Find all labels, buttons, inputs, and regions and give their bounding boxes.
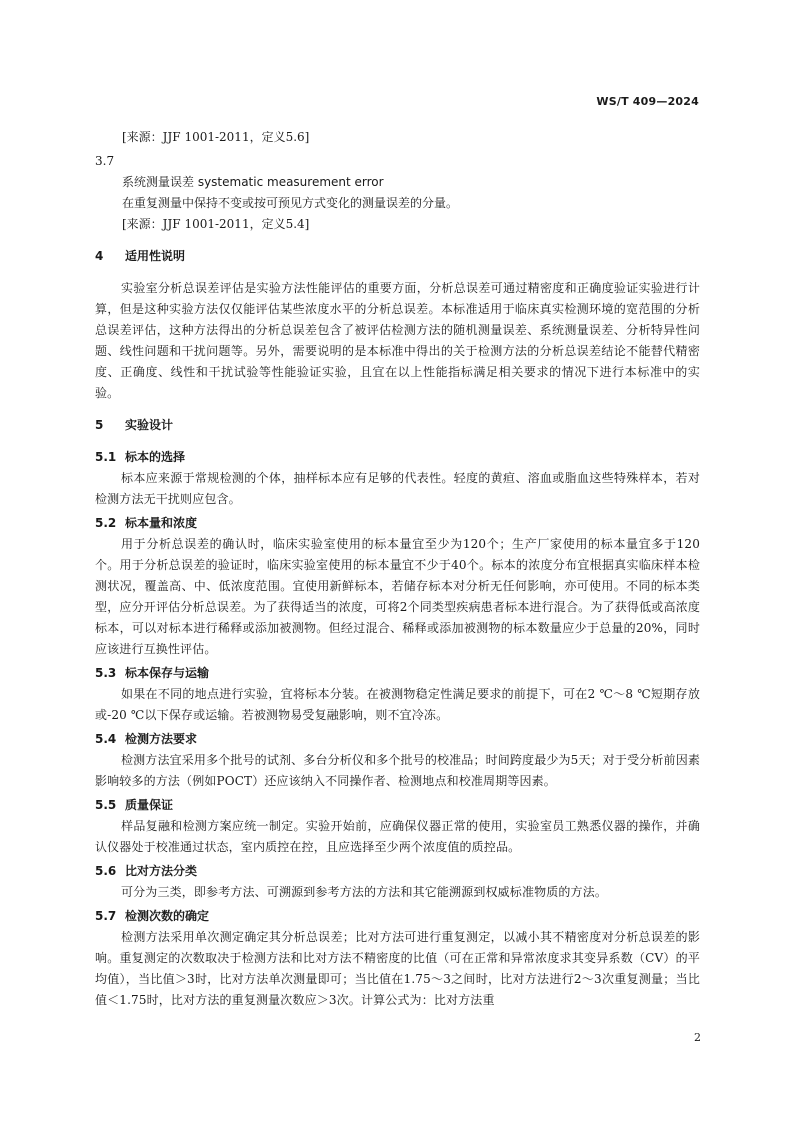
subsection-paragraph: 检测方法宜采用多个批号的试剂、多台分析仪和多个批号的校准品；时间跨度最少为5天；对于受分析前因素影响较多的方法（例如POCT）还应该纳入不同操作者、检测地点和校准周期等因素。 [95, 753, 700, 788]
section-number: 5 [95, 418, 104, 432]
page-number: 2 [694, 1031, 701, 1044]
section-title: 实验设计 [125, 418, 174, 432]
subsection-title: 标本的选择 [125, 450, 186, 464]
subsection-number: 5.4 [95, 732, 117, 746]
subsection-title: 检测次数的确定 [125, 909, 210, 923]
subsection-number: 5.3 [95, 666, 117, 680]
subsection-heading [95, 906, 700, 927]
term-definition: 在重复测量中保持不变或按可预见方式变化的测量误差的分量。 [122, 196, 459, 210]
subsection-title: 标本保存与运输 [125, 666, 210, 680]
subsection-paragraph: 标本应来源于常规检测的个体，抽样标本应有足够的代表性。轻度的黄疸、溶血或脂血这些特殊样本，若对检测方法无干扰则应包含。 [95, 471, 700, 506]
section-heading [95, 246, 700, 267]
term-number: 3.7 [95, 154, 115, 168]
subsection-number: 5.1 [95, 450, 117, 464]
source-reference: [来源：JJF 1001-2011，定义5.6] [122, 130, 310, 144]
subsection-title: 检测方法要求 [125, 732, 198, 746]
subsection-paragraph: 可分为三类，即参考方法、可溯源到参考方法的方法和其它能溯源到权威标准物质的方法。 [121, 885, 608, 899]
section-title: 适用性说明 [125, 249, 186, 263]
section-heading [95, 415, 700, 436]
subsection-heading [95, 729, 700, 750]
source-reference: [来源：JJF 1001-2011，定义5.4] [122, 217, 310, 231]
subsection-heading [95, 861, 700, 882]
section-paragraph: 实验室分析总误差评估是实验方法性能评估的重要方面，分析总误差可通过精密度和正确度验证实验进行计算，但是这种实验方法仅仅能评估某些浓度水平的分析总误差。本标准适用于临床真实检测环境的宽范围的分析总误差评估，这种方法得出的分析总误差包含了被评估检测方法的随机测量误差、系统测量误差、分析特异性问题、线性问题和干扰问题等。另外，需要说明的是本标准中得出的关于检测方法的分析总误差结论不能替代精密度、正确度、线性和干扰试验等性能验证实验，且宜在以上性能指标满足相关要求的情况下进行本标准中的实验。 [95, 281, 700, 400]
standard-code: WS/T 409—2024 [596, 95, 699, 108]
section-number: 4 [95, 249, 104, 263]
subsection-number: 5.2 [95, 516, 117, 530]
subsection-heading [95, 447, 700, 468]
subsection-paragraph: 检测方法采用单次测定确定其分析总误差；比对方法可进行重复测定，以减小其不精密度对分析总误差的影响。重复测定的次数取决于检测方法和比对方法不精密度的比值（可在正常和异常浓度求其变异系数（CV）的平均值），当比值＞3时，比对方法单次测量即可；当比值在1.75～3之间时，比对方法进行2～3次重复测量；当比值＜1.75时，比对方法的重复测量次数应＞3次。计算公式为：比对方法重 [95, 930, 700, 1007]
subsection-paragraph: 用于分析总误差的确认时，临床实验室使用的标本量宜至少为120个；生产厂家使用的标本量宜多于120个。用于分析总误差的验证时，临床实验室使用的标本量宜不少于40个。标本的浓度分布宜根据真实临床样本检测状况，覆盖高、中、低浓度范围。宜使用新鲜标本，若储存标本对分析无任何影响，亦可使用。不同的标本类型，应分开评估分析总误差。为了获得适当的浓度，可将2个同类型疾病患者标本进行混合。为了获得低或高浓度标本，可以对标本进行稀释或添加被测物。但经过混合、稀释或添加被测物的标本数量应少于总量的20%，同时应该进行互换性评估。 [95, 537, 700, 656]
subsection-number: 5.6 [95, 864, 117, 878]
subsection-heading [95, 513, 700, 534]
term-title: 系统测量误差 systematic measurement error [122, 175, 384, 189]
subsection-title: 质量保证 [125, 798, 174, 812]
subsection-title: 比对方法分类 [125, 864, 198, 878]
subsection-heading [95, 795, 700, 816]
subsection-paragraph: 样品复融和检测方案应统一制定。实验开始前，应确保仪器正常的使用，实验室员工熟悉仪器的操作，并确认仪器处于校准通过状态，室内质控在控，且应选择至少两个浓度值的质控品。 [95, 819, 700, 854]
page-content [95, 127, 700, 1011]
subsection-paragraph: 如果在不同的地点进行实验，宜将标本分装。在被测物稳定性满足要求的前提下，可在2 ℃～8 ℃短期存放或-20 ℃以下保存或运输。若被测物易受复融影响，则不宜冷冻。 [95, 687, 700, 722]
subsection-number: 5.5 [95, 798, 117, 812]
subsection-heading [95, 663, 700, 684]
subsection-number: 5.7 [95, 909, 117, 923]
subsection-title: 标本量和浓度 [125, 516, 198, 530]
